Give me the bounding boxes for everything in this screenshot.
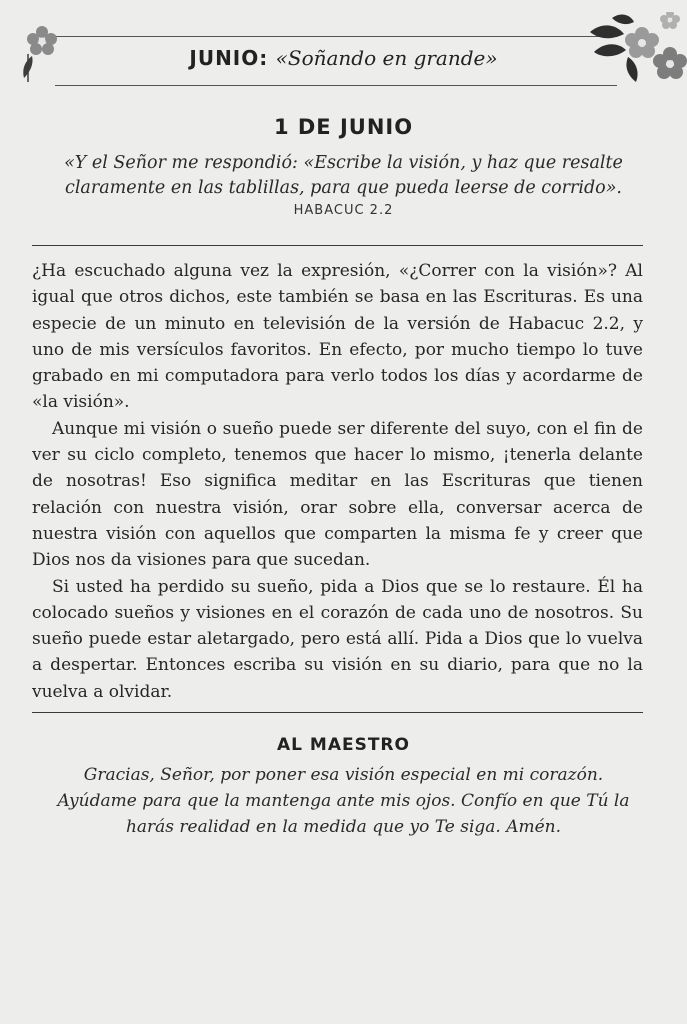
verse-reference: HABACUC 2.2 xyxy=(293,203,394,218)
prayer-title: AL MAESTRO xyxy=(277,735,410,755)
leaf-icon xyxy=(594,44,626,56)
day-title: 1 DE JUNIO xyxy=(273,115,414,139)
section-divider xyxy=(32,245,643,246)
leaf-icon xyxy=(612,15,634,25)
leaf-icon xyxy=(590,25,624,38)
leaf-icon xyxy=(626,57,637,82)
section-divider xyxy=(32,712,643,713)
flower-icon xyxy=(625,27,659,58)
header-title xyxy=(30,46,657,70)
flower-ornament-left-icon xyxy=(18,24,64,86)
prayer-text: Gracias, Señor, por poner esa visión especial en mi corazón. Ayúdame para que la mantenga ante mis ojos. Confío en que Tú la harás realidad en la medida que yo Te siga. Amén. xyxy=(57,765,630,837)
body-paragraph: ¿Ha escuchado alguna vez la expresión, «¿Correr con la visión»? Al igual que otros dichos, este también se basa en las Escrituras. Es una especie de un minuto en televisión de la versión de Habacuc 2.2, y uno de mis versículos favoritos. En efecto, por mucho tiempo lo tuve grabado en mi computadora para verlo todos los días y acordarme de «la visión». xyxy=(32,261,643,413)
body-paragraph: Si usted ha perdido su sueño, pida a Dios que se lo restaure. Él ha colocado sueños y visiones en el corazón de cada uno de nosotros. Su sueño puede estar aletargado, pero está allí. Pida a Dios que lo vuelva a despertar. Entonces escriba su visión en su diario, para que no la vuelva a olvidar. xyxy=(32,576,643,702)
header-theme: «Soñando en grande» xyxy=(275,46,498,70)
flower-icon xyxy=(27,26,57,55)
page-header xyxy=(30,32,657,90)
header-top-rule xyxy=(55,36,617,37)
devotional-body xyxy=(32,258,643,705)
header-month: JUNIO: xyxy=(189,46,269,70)
bible-verse: «Y el Señor me respondió: «Escribe la visión, y haz que resalte claramente en las tablillas, para que pueda leerse de corrido». xyxy=(64,153,623,198)
flower-icon xyxy=(660,12,680,29)
flower-icon xyxy=(653,47,687,79)
body-paragraph: Aunque mi visión o sueño puede ser diferente del suyo, con el fin de ver su ciclo completo, tenemos que hacer lo mismo, ¡tenerla delante de nosotras! Eso significa meditar en las Escrituras que tienen relación con nuestra visión, orar sobre ella, conversar acerca de nuestra visión con aquellos que comparten la misma fe y creer que Dios nos da visiones para que sucedan. xyxy=(32,418,643,571)
header-bottom-rule xyxy=(55,85,617,86)
flower-ornament-right-icon xyxy=(590,12,687,87)
